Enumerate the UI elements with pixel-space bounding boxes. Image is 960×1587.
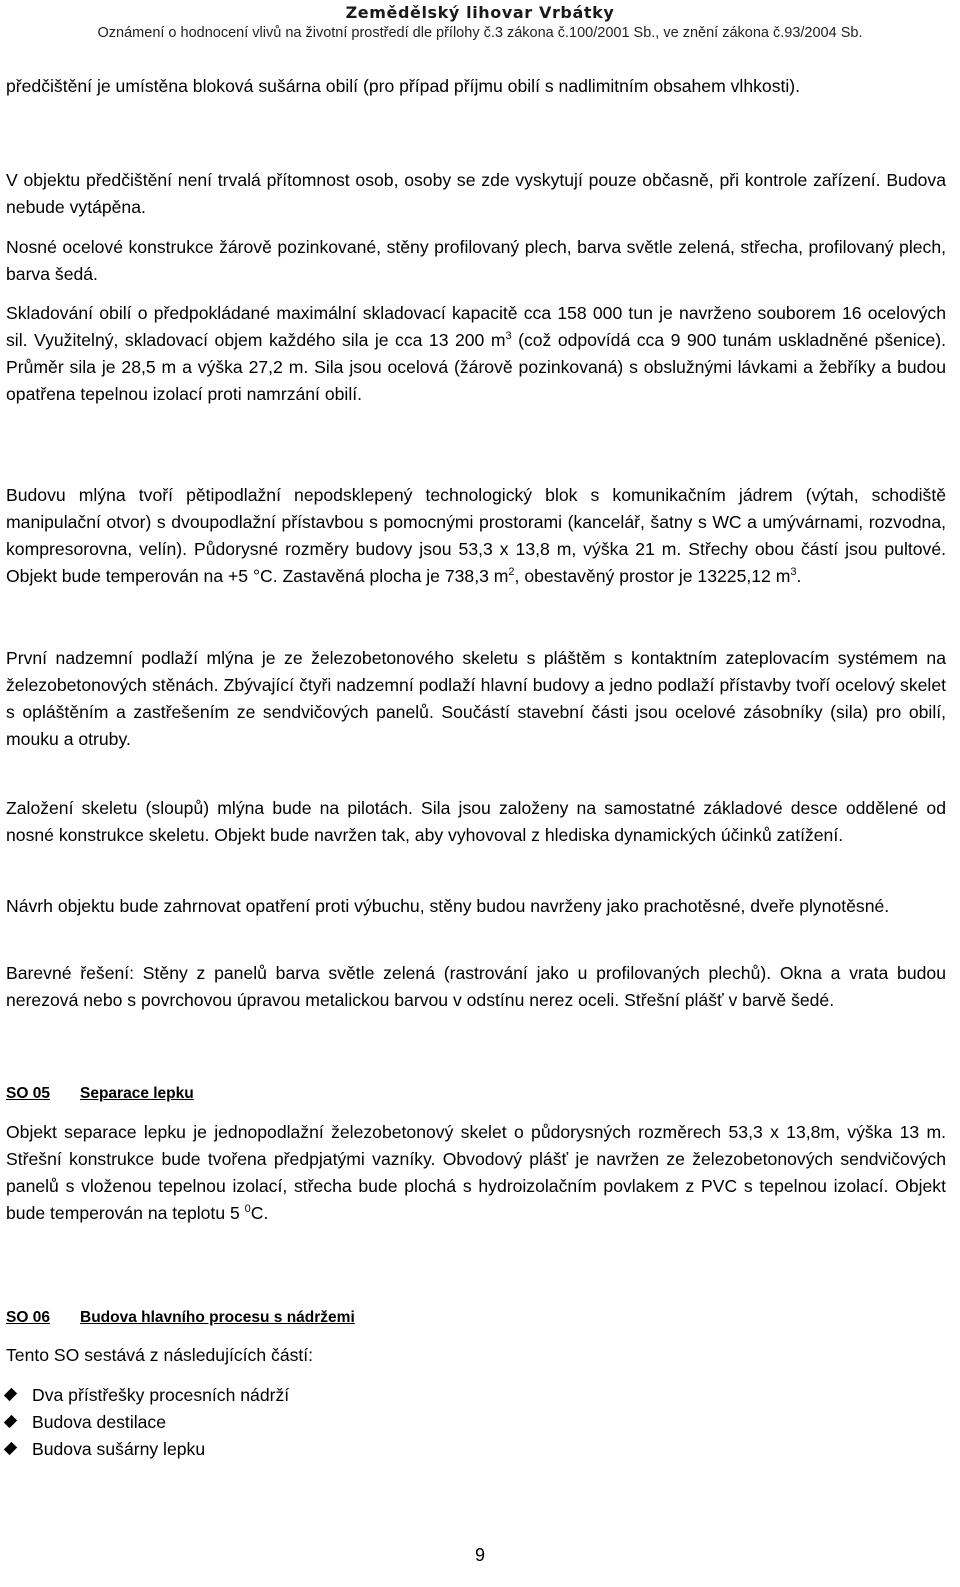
mill-text-b: , obestavěný prostor je 13225,12 m [514,566,791,586]
so06-title: Budova hlavního procesu s nádržemi [80,1309,355,1326]
mill-text-a: Budovu mlýna tvoří pětipodlažní nepodsklepený technologický blok s komunikačním jádrem (výtah, schodiště manipulační otvor) s dvoupodlažní přístavbou s pomocnými prostorami (kancelář, šatny s WC a umývárnami, rozvodna, kompresorovna, velín). Půdorysné rozměry budovy jsou 53,3 x 13,8 m, výška 21 m. Střechy obou částí jsou pultové. Objekt bude temperován na +5 °C. Zastavěná plocha je 738,3 m [6,485,946,586]
text-block-so06 [6,1342,946,1369]
paragraph-precleaning: V objektu předčištění není trvalá přítomnost osob, osoby se zde vyskytují pouze občasně, při kontrole zařízení. Budova nebude vytápěna. [6,170,946,217]
so06-number: SO 06 [6,1309,50,1326]
paragraph-foundation: Založení skeletu (sloupů) mlýna bude na pilotách. Sila jsou založeny na samostatné základové desce oddělené od nosné konstrukce skeletu. Objekt bude navržen tak, aby vyhovoval z hlediska dynamických účinků zatížení. [6,798,946,845]
diamond-bullet-icon [4,1388,17,1401]
so05-text-b: C. [250,1203,269,1223]
so05-paragraph [6,1119,946,1227]
section-so05 [6,1084,946,1104]
so05-title: Separace lepku [80,1085,194,1102]
text-block-structures [6,234,946,288]
paragraph-structures: Nosné ocelové konstrukce žárově pozinkované, stěny profilovaný plech, barva světle zelená, střecha, profilovaný plech, barva šedá. [6,237,946,284]
so05-text-a: Objekt separace lepku je jednopodlažní železobetonový skelet o půdorysných rozměrech 53,3 x 13,8m, výška 13 m. Střešní konstrukce bude tvořena předpjatými vazníky. Obvodový plášť je navržen ze železobetonových sendvičových panelů s vloženou tepelnou izolací, střecha bude plochá s hydroizolačním povlakem z PVC s tepelnou izolací. Objekt bude temperován na teplotu 5 [6,1122,946,1223]
text-block-top [6,73,946,100]
list-item [6,1436,946,1463]
list-item-text: Dva přístřešky procesních nádrží [32,1385,290,1405]
silos-text-b: (což odpovídá cca 9 900 tunám uskladněné pšenice). Průměr sila je 28,5 m a výška 27,2 m. Sila jsou ocelová (žárově pozinkovaná) s obslužnými lávkami a žebříky a budou opatřena tepelnou izolací proti namrzání obilí. [6,330,946,404]
list-item-text: Budova sušárny lepku [32,1439,206,1459]
section-so06 [6,1308,946,1328]
document-header [0,2,960,42]
header-title: Zemědělský lihovar Vrbátky [345,3,615,22]
so06-list [6,1382,946,1463]
mill-sup-1: 2 [508,566,515,579]
list-item-text: Budova destilace [32,1412,166,1432]
paragraph-mill [6,482,946,590]
text-block-so05 [6,1119,946,1227]
paragraph-grain-dryer: předčištění je umístěna bloková sušárna obilí (pro případ příjmu obilí s nadlimitním obsahem vlhkosti). [6,76,801,96]
header-subtitle: Oznámení o hodnocení vlivů na životní prostředí dle přílohy č.3 zákona č.100/2001 Sb., ve znění zákona č.93/2004 Sb. [97,25,863,41]
diamond-bullet-icon [4,1415,17,1428]
list-item [6,1409,946,1436]
text-block-mill [6,482,946,590]
text-block-floors [6,645,946,753]
so06-intro: Tento SO sestává z následujících částí: [6,1345,314,1365]
text-block-explosion [6,893,946,920]
silos-sup: 3 [505,330,512,343]
so06-heading [6,1308,946,1328]
list-item [6,1382,946,1409]
so05-number: SO 05 [6,1085,50,1102]
so05-heading [6,1084,946,1104]
text-block-foundation [6,795,946,849]
silos-text-a: Skladování obilí o předpokládané maximální skladovací kapacitě cca 158 000 tun je navrženo souborem 16 ocelových sil. Využitelný, skladovací objem každého sila je cca 13 200 m [6,303,946,350]
text-block-silos [6,300,946,408]
text-block-precleaning [6,167,946,221]
mill-text-c: . [796,566,802,586]
paragraph-floors: První nadzemní podlaží mlýna je ze železobetonového skeletu s pláštěm s kontaktním zateplovacím systémem na železobetonových stěnách. Zbývající čtyři nadzemní podlaží hlavní budovy a jedno podlaží přístavby tvoří ocelový skelet s opláštěním a zastřešením ze sendvičových panelů. Součástí stavební části jsou ocelové zásobníky (sila) pro obilí, mouku a otruby. [6,648,946,749]
paragraph-explosion: Návrh objektu bude zahrnovat opatření proti výbuchu, stěny budou navrženy jako prachotěsné, dveře plynotěsné. [6,896,890,916]
paragraph-silos [6,300,946,408]
diamond-bullet-icon [4,1442,17,1455]
so05-sup: 0 [244,1203,251,1216]
paragraph-colors: Barevné řešení: Stěny z panelů barva světle zelená (rastrování jako u profilovaných plechů). Okna a vrata budou nerezová nebo s povrchovou úpravou metalickou barvou v odstínu nerez oceli. Střešní plášť v barvě šedé. [6,963,946,1010]
so06-list-block [6,1382,946,1463]
text-block-colors [6,960,946,1014]
page-number: 9 [474,1545,485,1565]
mill-sup-2: 3 [790,566,797,579]
